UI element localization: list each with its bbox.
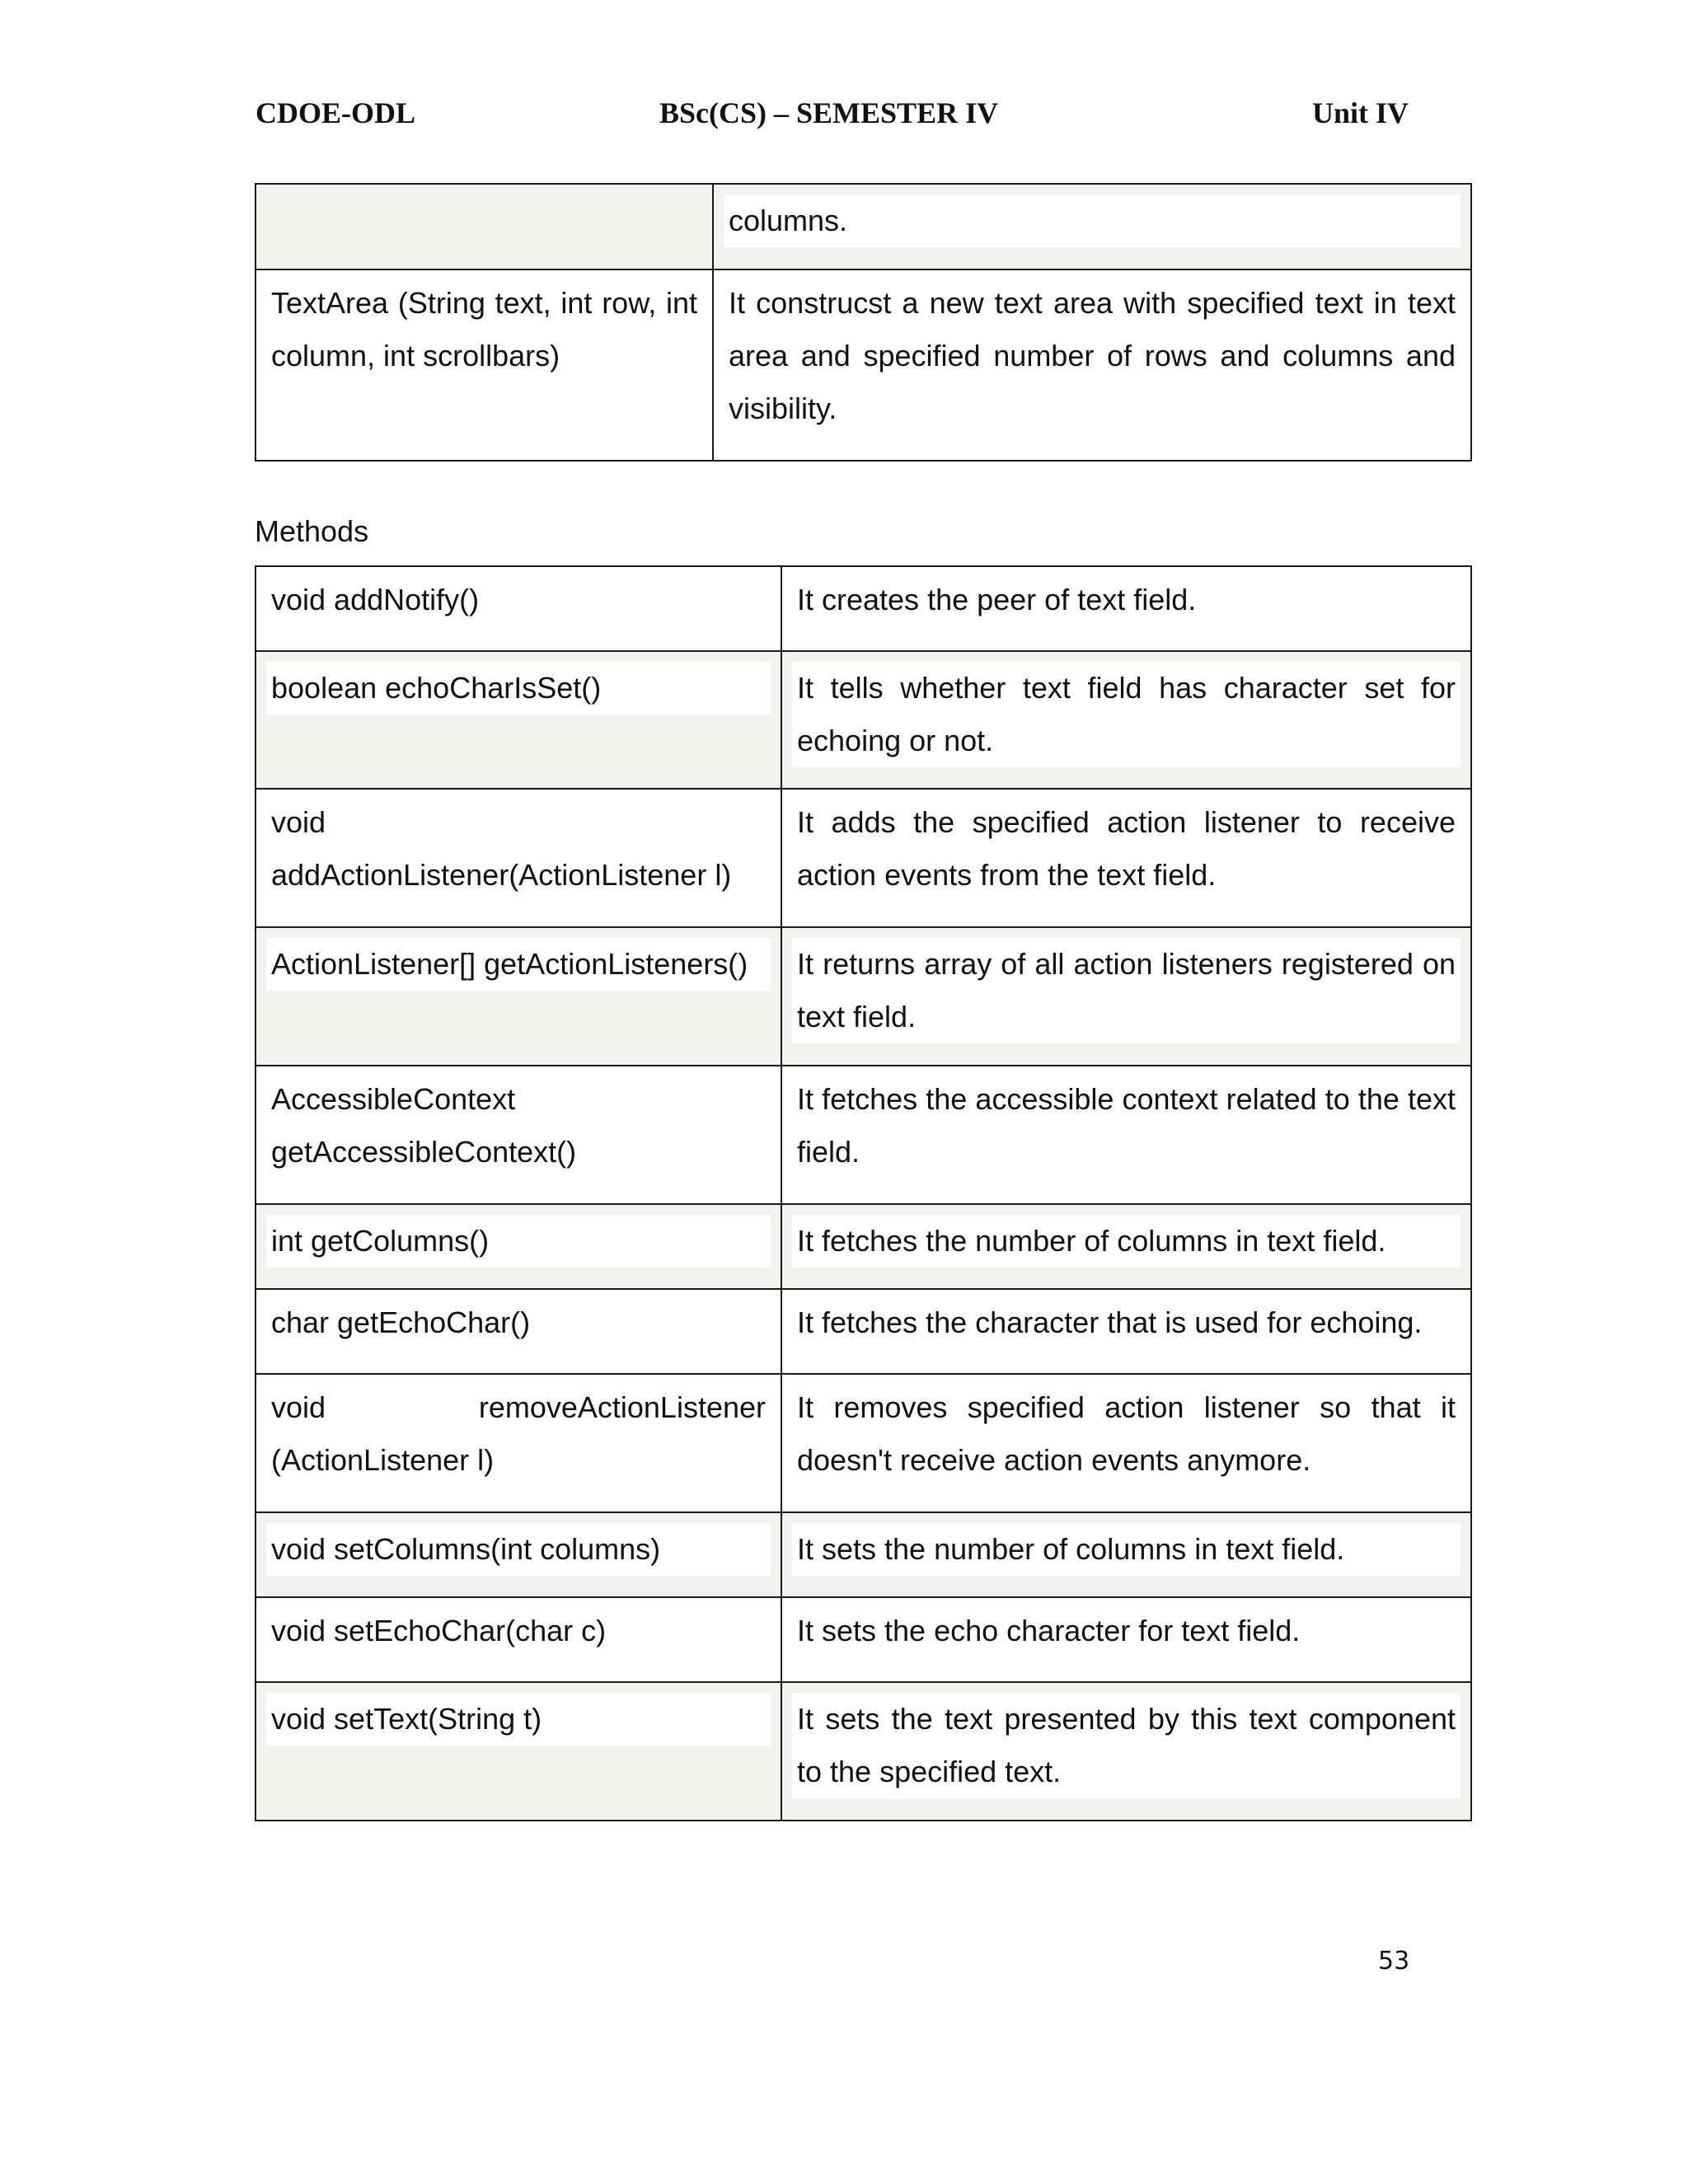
table-row <box>256 927 1471 1066</box>
method-name-cell: void addNotify() <box>256 566 781 651</box>
method-description-cell: It fetches the character that is used for echoing. <box>781 1289 1471 1374</box>
table-row <box>256 184 1471 269</box>
methods-heading: Methods <box>255 514 369 548</box>
table-row <box>256 651 1471 789</box>
method-description-cell: It fetches the number of columns in text field. <box>781 1204 1471 1289</box>
method-name-cell: boolean echoCharIsSet() <box>256 651 781 789</box>
method-description-cell: It returns array of all action listeners registered on text field. <box>781 927 1471 1066</box>
header-course: BSc(CS) – SEMESTER IV <box>659 96 999 129</box>
table-row <box>256 1204 1471 1289</box>
constructor-description-cell: columns. <box>713 184 1471 269</box>
table-row <box>256 1289 1471 1374</box>
table-row <box>256 1512 1471 1597</box>
constructor-name-cell: TextArea (String text, int row, int column, int scrollbars) <box>256 269 713 461</box>
method-name-cell: void setEchoChar(char c) <box>256 1597 781 1682</box>
table-row <box>256 789 1471 927</box>
table-row <box>256 1374 1471 1512</box>
method-name-cell: ActionListener[] getActionListeners() <box>256 927 781 1066</box>
table-row <box>256 1597 1471 1682</box>
header-institution: CDOE-ODL <box>256 96 416 129</box>
method-name-cell: void setText(String t) <box>256 1682 781 1821</box>
table-row <box>256 566 1471 651</box>
method-description-cell: It sets the echo character for text field. <box>781 1597 1471 1682</box>
method-name-cell: void removeActionListener (ActionListener l) <box>256 1374 781 1512</box>
page-number: 53 <box>1378 1947 1410 1975</box>
method-name-cell: AccessibleContext getAccessibleContext() <box>256 1066 781 1204</box>
method-name-cell: void setColumns(int columns) <box>256 1512 781 1597</box>
method-name-cell: void addActionListener(ActionListener l) <box>256 789 781 927</box>
table-row <box>256 1682 1471 1821</box>
method-description-cell: It adds the specified action listener to receive action events from the text field. <box>781 789 1471 927</box>
constructors-table-continued <box>255 183 1472 462</box>
method-description-cell: It removes specified action listener so that it doesn't receive action events anymore. <box>781 1374 1471 1512</box>
methods-table <box>255 565 1472 1821</box>
method-description-cell: It fetches the accessible context related to the text field. <box>781 1066 1471 1204</box>
method-description-cell: It tells whether text field has character set for echoing or not. <box>781 651 1471 789</box>
constructor-description-cell: It construcst a new text area with specified text in text area and specified number of rows and columns and visibility. <box>713 269 1471 461</box>
page-header <box>0 92 1688 134</box>
method-description-cell: It sets the number of columns in text field. <box>781 1512 1471 1597</box>
constructor-name-cell <box>256 184 713 269</box>
method-name-cell: int getColumns() <box>256 1204 781 1289</box>
table-row <box>256 1066 1471 1204</box>
table-row <box>256 269 1471 461</box>
method-description-cell: It sets the text presented by this text component to the specified text. <box>781 1682 1471 1821</box>
header-unit: Unit IV <box>1312 96 1409 129</box>
method-name-cell: char getEchoChar() <box>256 1289 781 1374</box>
method-description-cell: It creates the peer of text field. <box>781 566 1471 651</box>
